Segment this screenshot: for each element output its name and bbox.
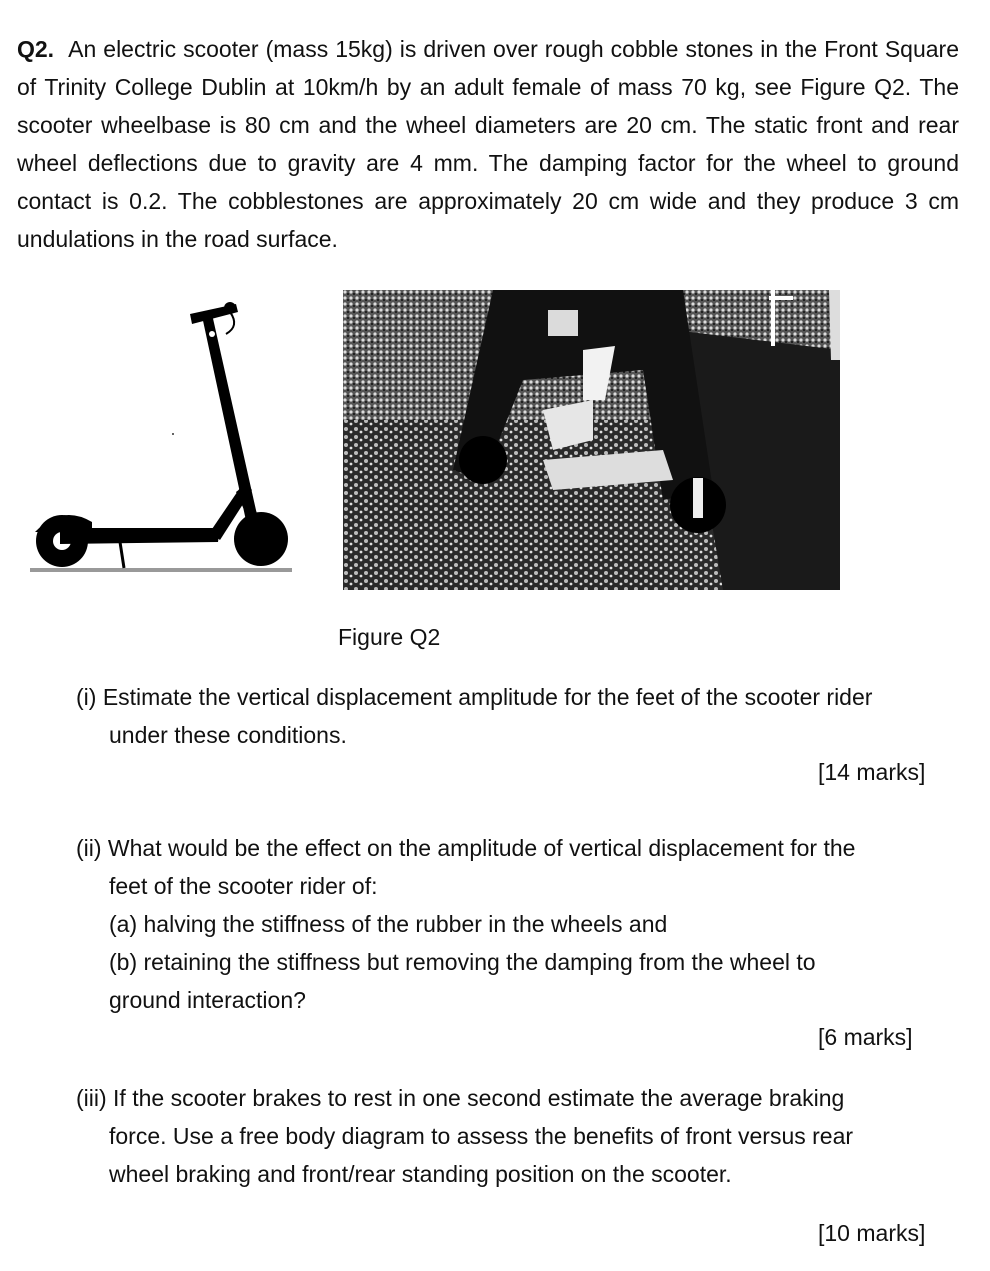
part-i-line-2: under these conditions. <box>109 722 347 748</box>
question-number: Q2. <box>17 36 55 62</box>
scooter-illustration <box>30 296 292 580</box>
part-iii-marks: [10 marks] <box>818 1220 926 1246</box>
part-iii-line-2: force. Use a free body diagram to assess the benefits of front versus rear <box>109 1123 854 1149</box>
part-ii-line-1: (ii) What would be the effect on the amplitude of vertical displacement for the <box>76 835 856 861</box>
part-ii-line-3: (a) halving the stiffness of the rubber in the wheels and <box>109 911 668 937</box>
question-body: An electric scooter (mass 15kg) is driven over rough cobble stones in the Front Square of Trinity College Dublin at 10km/h by an adult female of mass 70 kg, see Figure Q2. The scooter wheelbase is 80 cm and the wheel diameters are 20 cm. The static front and rear wheel deflections due to gravity are 4 mm. The damping factor for the wheel to ground contact is 0.2. The cobblestones are approximately 20 cm wide and they produce 3 cm undulations in the road surface. <box>17 36 959 252</box>
question-text <box>17 30 959 258</box>
part-ii-line-4: (b) retaining the stiffness but removing the damping from the wheel to <box>109 949 816 975</box>
part-ii-line-5: ground interaction? <box>109 987 306 1013</box>
part-i-marks: [14 marks] <box>818 759 926 785</box>
part-iii-line-3: wheel braking and front/rear standing position on the scooter. <box>109 1161 732 1187</box>
part-iii-line-1: (iii) If the scooter brakes to rest in one second estimate the average braking <box>76 1085 845 1111</box>
figure-caption: Figure Q2 <box>338 624 441 650</box>
part-i <box>76 678 956 754</box>
part-iii <box>76 1079 956 1193</box>
part-i-line-1: (i) Estimate the vertical displacement amplitude for the feet of the scooter rider <box>76 684 873 710</box>
part-ii <box>76 829 956 1019</box>
part-ii-marks: [6 marks] <box>818 1024 913 1050</box>
cobblestone-photo <box>343 290 840 590</box>
part-ii-line-2: feet of the scooter rider of: <box>109 873 378 899</box>
